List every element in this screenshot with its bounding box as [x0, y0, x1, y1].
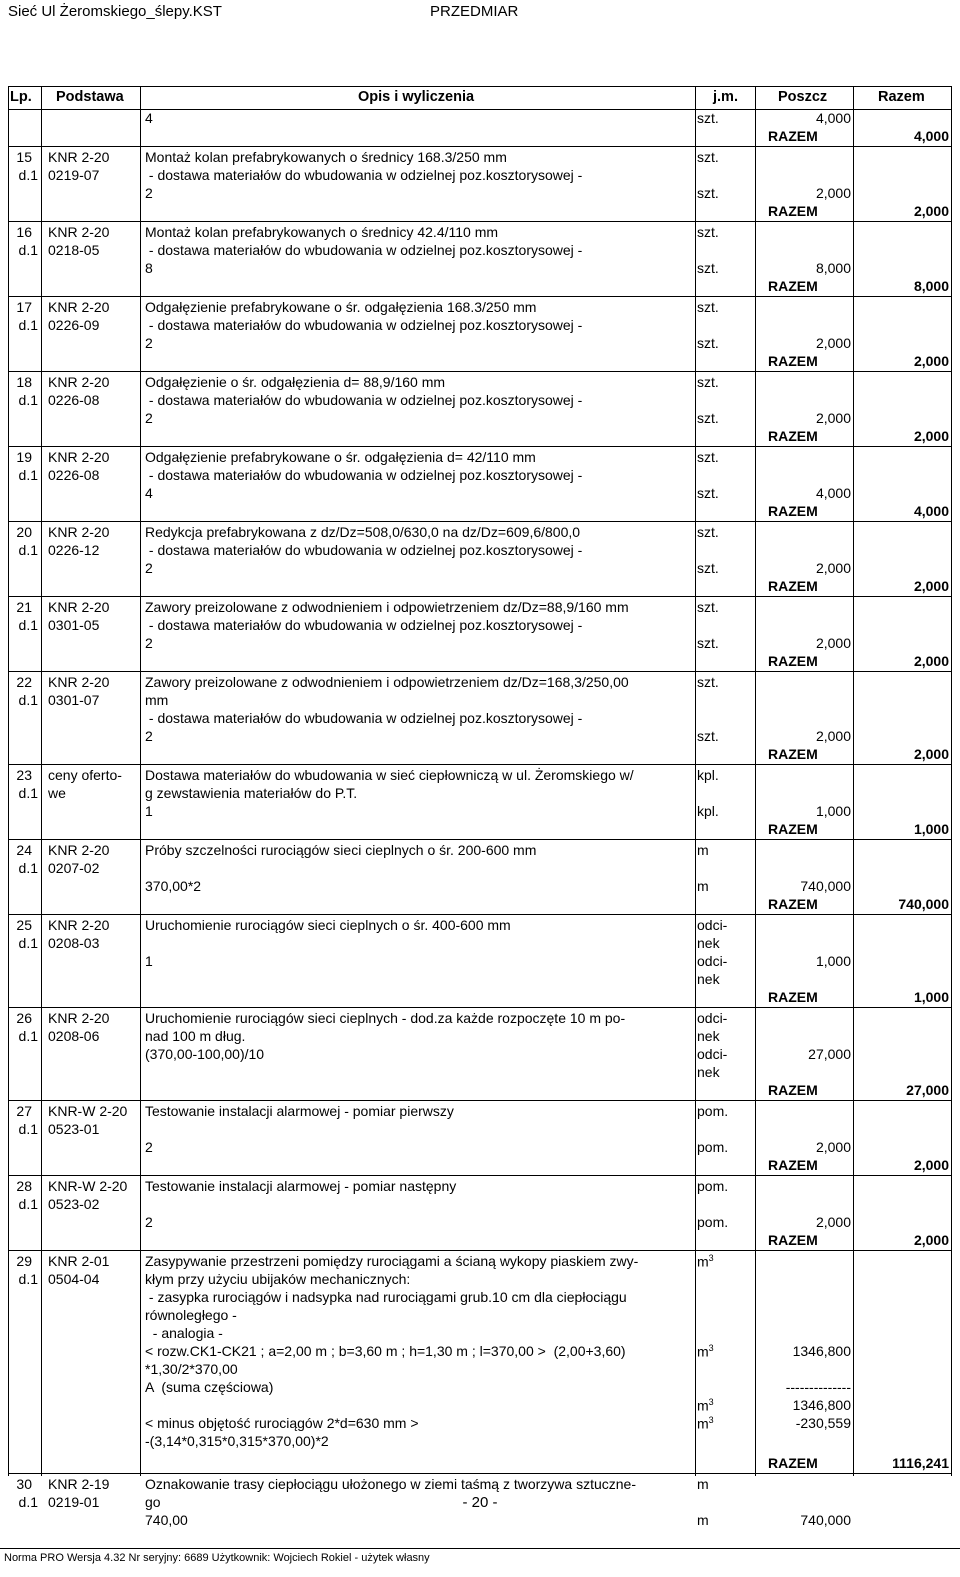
- item-lp: 16: [16, 224, 32, 240]
- calc-expr: -(3,14*0,315*0,315*370,00)*2: [145, 1433, 329, 1449]
- calc-expr: 370,00*2: [145, 878, 202, 894]
- poszcz-value: 4,000: [815, 485, 851, 501]
- poszcz-value: 2,000: [815, 1214, 851, 1230]
- item-podstawa: KNR 2-20: [48, 149, 110, 165]
- calc-expr: 1: [145, 953, 153, 969]
- col-line: [41, 86, 42, 1476]
- unit: szt.: [697, 149, 719, 165]
- unit: szt.: [697, 110, 719, 126]
- page-number: - 20 -: [462, 1494, 498, 1511]
- item-lp: 15: [16, 149, 32, 165]
- poszcz-value: 1346,800: [792, 1343, 851, 1359]
- col-razem: Razem: [878, 89, 925, 105]
- col-poszcz: Poszcz: [778, 89, 828, 105]
- poszcz-value: 2,000: [815, 560, 851, 576]
- item-podstawa-code: 0219-01: [48, 1494, 100, 1510]
- item-podstawa-code: 0207-02: [48, 860, 100, 876]
- razem-value: 740,000: [898, 896, 949, 912]
- calc-expr: 2: [145, 728, 153, 744]
- poszcz-value: 2,000: [815, 185, 851, 201]
- unit: m: [697, 1512, 709, 1528]
- item-description: Testowanie instalacji alarmowej - pomiar następny: [145, 1178, 457, 1194]
- razem-label: RAZEM: [768, 1232, 818, 1248]
- calc-expr: *1,30/2*370,00: [145, 1361, 238, 1377]
- row-divider: [8, 221, 951, 222]
- calc-expr: 2: [145, 335, 153, 351]
- item-description: Uruchomienie rurociągów sieci cieplnych - dod.za każde rozpoczęte 10 m po-: [145, 1010, 626, 1026]
- item-description: - dostawa materiałów do wbudowania w odzielnej poz.kosztorysowej -: [145, 392, 583, 408]
- unit: $m^3$: [697, 1397, 714, 1414]
- poszcz-value: 740,000: [800, 878, 851, 894]
- col-opis: Opis i wyliczenia: [358, 89, 475, 105]
- item-description: - dostawa materiałów do wbudowania w odzielnej poz.kosztorysowej -: [145, 242, 583, 258]
- poszcz-value: 1346,800: [792, 1397, 851, 1413]
- item-lp2: d.1: [18, 1028, 38, 1044]
- calc-expr: < minus objętość rurociągów 2*d=630 mm >: [145, 1415, 419, 1431]
- unit: szt.: [697, 560, 719, 576]
- razem-label: RAZEM: [768, 1455, 818, 1471]
- item-lp: 30: [16, 1476, 32, 1492]
- item-lp: 29: [16, 1253, 32, 1269]
- item-podstawa-code: 0523-01: [48, 1121, 100, 1137]
- item-podstawa-code: 0219-07: [48, 167, 100, 183]
- poszcz-value: 8,000: [815, 260, 851, 276]
- unit: m: [697, 878, 709, 894]
- item-description: Testowanie instalacji alarmowej - pomiar pierwszy: [145, 1103, 454, 1119]
- razem-value: 2,000: [913, 1157, 949, 1173]
- item-description: Zawory preizolowane z odwodnieniem i odpowietrzeniem dz/Dz=168,3/250,00: [145, 674, 629, 690]
- col-jm: j.m.: [713, 89, 738, 105]
- razem-value: 2,000: [913, 578, 949, 594]
- item-lp2: d.1: [18, 692, 38, 708]
- unit: m: [697, 842, 709, 858]
- row-divider: [8, 296, 951, 297]
- item-description: mm: [145, 692, 169, 708]
- unit: pom.: [697, 1214, 729, 1230]
- unit: m: [697, 1476, 709, 1492]
- row-divider: [8, 671, 951, 672]
- row-divider: [8, 1473, 951, 1474]
- razem-label: RAZEM: [768, 821, 818, 837]
- item-podstawa-code: 0226-08: [48, 467, 100, 483]
- razem-value: 2,000: [913, 353, 949, 369]
- item-podstawa: KNR 2-20: [48, 224, 110, 240]
- row-divider: [8, 521, 951, 522]
- item-podstawa: KNR 2-20: [48, 374, 110, 390]
- razem-label: RAZEM: [768, 1082, 818, 1098]
- poszcz-value: 4,000: [815, 110, 851, 126]
- item-description: Próby szczelności rurociągów sieci cieplnych o śr. 200-600 mm: [145, 842, 537, 858]
- row-divider: [8, 914, 951, 915]
- item-description: Odgałęzienie prefabrykowane o śr. odgałęzienia 168.3/250 mm: [145, 299, 537, 315]
- item-lp2: d.1: [18, 1196, 38, 1212]
- unit: odci-: [697, 1010, 728, 1026]
- unit: odci-: [697, 1046, 728, 1062]
- razem-value: 2,000: [913, 203, 949, 219]
- razem-label: RAZEM: [768, 278, 818, 294]
- razem-label: RAZEM: [768, 128, 818, 144]
- poszcz-value: 1,000: [815, 803, 851, 819]
- item-podstawa: KNR 2-20: [48, 299, 110, 315]
- calc-expr: 740,00: [145, 1512, 188, 1528]
- item-description: Odgałęzienie prefabrykowane o śr. odgałęzienia d= 42/110 mm: [145, 449, 536, 465]
- row-divider: [8, 764, 951, 765]
- footer-text: Norma PRO Wersja 4.32 Nr seryjny: 6689 Użytkownik: Wojciech Rokiel - użytek własny: [4, 1552, 430, 1564]
- unit: szt.: [697, 185, 719, 201]
- unit: szt.: [697, 374, 719, 390]
- item-lp2: d.1: [18, 542, 38, 558]
- unit: pom.: [697, 1178, 729, 1194]
- item-lp: 17: [16, 299, 32, 315]
- doc-title: PRZEDMIAR: [430, 3, 519, 20]
- przedmiar-table: [8, 86, 951, 1528]
- unit: $m^3$: [697, 1343, 714, 1360]
- unit: szt.: [697, 599, 719, 615]
- item-lp: 22: [16, 674, 32, 690]
- calc-expr: 2: [145, 1214, 153, 1230]
- item-podstawa-code: 0218-05: [48, 242, 100, 258]
- unit: nek: [697, 935, 720, 951]
- item-lp2: d.1: [18, 1121, 38, 1137]
- item-podstawa-code: 0226-08: [48, 392, 100, 408]
- item-lp: 18: [16, 374, 32, 390]
- row-divider: [8, 1100, 951, 1101]
- row-divider: [8, 1250, 951, 1251]
- item-lp: 19: [16, 449, 32, 465]
- unit: szt.: [697, 635, 719, 651]
- row-divider: [8, 839, 951, 840]
- file-name: Sieć Ul Żeromskiego_ślepy.KST: [8, 3, 222, 20]
- unit: nek: [697, 1028, 720, 1044]
- item-lp2: d.1: [18, 1271, 38, 1287]
- item-description: Odgałęzienie o śr. odgałęzienia d= 88,9/160 mm: [145, 374, 446, 390]
- item-lp2: d.1: [18, 467, 38, 483]
- razem-value: 8,000: [913, 278, 949, 294]
- item-description: - dostawa materiałów do wbudowania w odzielnej poz.kosztorysowej -: [145, 317, 583, 333]
- col-line: [853, 86, 854, 1476]
- item-description: Oznakowanie trasy ciepłociągu ułożonego w ziemi taśmą z tworzywa sztuczne-: [145, 1476, 636, 1492]
- unit: odci-: [697, 953, 728, 969]
- item-description: Uruchomienie rurociągów sieci cieplnych o śr. 400-600 mm: [145, 917, 511, 933]
- unit: szt.: [697, 524, 719, 540]
- razem-label: RAZEM: [768, 353, 818, 369]
- razem-label: RAZEM: [768, 989, 818, 1005]
- item-podstawa: ceny oferto-: [48, 767, 122, 783]
- razem-value: 2,000: [913, 746, 949, 762]
- unit: szt.: [697, 449, 719, 465]
- item-description: Montaż kolan prefabrykowanych o średnicy 42.4/110 mm: [145, 224, 499, 240]
- item-description: Zasypywanie przestrzeni pomiędzy rurociągami a ścianą wykopy piaskiem zwy-: [145, 1253, 639, 1269]
- item-lp2: d.1: [18, 242, 38, 258]
- unit: szt.: [697, 410, 719, 426]
- razem-value: 2,000: [913, 428, 949, 444]
- unit: szt.: [697, 260, 719, 276]
- row-divider: [8, 596, 951, 597]
- unit: kpl.: [697, 803, 719, 819]
- item-podstawa-code: 0301-07: [48, 692, 100, 708]
- calc-expr: 2: [145, 410, 153, 426]
- poszcz-value: 2,000: [815, 335, 851, 351]
- unit: nek: [697, 1064, 720, 1080]
- item-description: Zawory preizolowane z odwodnieniem i odpowietrzeniem dz/Dz=88,9/160 mm: [145, 599, 629, 615]
- item-lp2: d.1: [18, 317, 38, 333]
- item-podstawa: KNR-W 2-20: [48, 1103, 128, 1119]
- item-description: - dostawa materiałów do wbudowania w odzielnej poz.kosztorysowej -: [145, 617, 583, 633]
- razem-value: 2,000: [913, 653, 949, 669]
- razem-value: 1,000: [913, 821, 949, 837]
- item-description: - dostawa materiałów do wbudowania w odzielnej poz.kosztorysowej -: [145, 467, 583, 483]
- row-divider: [8, 371, 951, 372]
- item-description: Montaż kolan prefabrykowanych o średnicy 168.3/250 mm: [145, 149, 507, 165]
- unit: kpl.: [697, 767, 719, 783]
- item-lp: 24: [16, 842, 32, 858]
- razem-value: 2,000: [913, 1232, 949, 1248]
- unit: szt.: [697, 224, 719, 240]
- razem-label: RAZEM: [768, 203, 818, 219]
- item-podstawa-code: 0301-05: [48, 617, 100, 633]
- row-divider: [8, 1175, 951, 1176]
- item-description: - dostawa materiałów do wbudowania w odzielnej poz.kosztorysowej -: [145, 710, 583, 726]
- item-description: Dostawa materiałów do wbudowania w sieć ciepłowniczą w ul. Żeromskiego w/: [145, 767, 634, 783]
- calc-expr: 4: [145, 110, 153, 126]
- unit: szt.: [697, 299, 719, 315]
- col-line: [140, 86, 141, 1476]
- unit: $m^3$: [697, 1253, 714, 1270]
- razem-label: RAZEM: [768, 578, 818, 594]
- item-lp: 27: [16, 1103, 32, 1119]
- unit: nek: [697, 971, 720, 987]
- calc-expr: < rozw.CK1-CK21 ; a=2,00 m ; b=3,60 m ; h=1,30 m ; l=370,00 > (2,00+3,60): [145, 1343, 626, 1359]
- razem-value: 1,000: [913, 989, 949, 1005]
- item-podstawa: KNR-W 2-20: [48, 1178, 128, 1194]
- item-description: - analogia -: [145, 1325, 223, 1341]
- item-podstawa-code: 0208-06: [48, 1028, 100, 1044]
- item-description: - dostawa materiałów do wbudowania w odzielnej poz.kosztorysowej -: [145, 167, 583, 183]
- item-description: go: [145, 1494, 161, 1510]
- item-description: g zewstawienia materiałów do P.T.: [145, 785, 358, 801]
- calc-expr: 2: [145, 1139, 153, 1155]
- item-podstawa: KNR 2-20: [48, 524, 110, 540]
- unit: szt.: [697, 335, 719, 351]
- item-lp2: d.1: [18, 392, 38, 408]
- item-lp2: d.1: [18, 617, 38, 633]
- razem-value: 27,000: [906, 1082, 949, 1098]
- poszcz-value: 27,000: [808, 1046, 851, 1062]
- item-lp: 28: [16, 1178, 32, 1194]
- razem-value: 1116,241: [892, 1455, 949, 1471]
- poszcz-value: 740,000: [800, 1512, 851, 1528]
- item-podstawa-code: 0504-04: [48, 1271, 100, 1287]
- item-lp2: d.1: [18, 1494, 38, 1510]
- item-podstawa-code: 0523-02: [48, 1196, 100, 1212]
- calc-expr: 4: [145, 485, 153, 501]
- unit: pom.: [697, 1139, 729, 1155]
- col-line: [755, 86, 756, 1476]
- calc-expr: 2: [145, 560, 153, 576]
- poszcz-value: -230,559: [795, 1415, 851, 1431]
- row-divider: [8, 146, 951, 147]
- item-podstawa: KNR 2-20: [48, 917, 110, 933]
- col-line: [695, 86, 696, 1476]
- dashes: --------------: [785, 1379, 851, 1395]
- razem-label: RAZEM: [768, 746, 818, 762]
- razem-label: RAZEM: [768, 653, 818, 669]
- unit: $m^3$: [697, 1415, 714, 1432]
- item-lp: 20: [16, 524, 32, 540]
- poszcz-value: 2,000: [815, 1139, 851, 1155]
- item-podstawa: KNR 2-20: [48, 599, 110, 615]
- item-lp: 23: [16, 767, 32, 783]
- item-description: - zasypka rurociągów i nadsypka nad rurociągami grub.10 cm dla ciepłociągu: [145, 1289, 627, 1305]
- calc-expr: 8: [145, 260, 153, 276]
- razem-label: RAZEM: [768, 1157, 818, 1173]
- unit: szt.: [697, 674, 719, 690]
- partial-sum-label: A (suma częściowa): [145, 1379, 274, 1395]
- razem-value: 4,000: [913, 503, 949, 519]
- item-podstawa: KNR 2-01: [48, 1253, 110, 1269]
- unit: szt.: [697, 485, 719, 501]
- unit: szt.: [697, 728, 719, 744]
- razem-value: 4,000: [913, 128, 949, 144]
- item-podstawa: KNR 2-20: [48, 674, 110, 690]
- razem-label: RAZEM: [768, 896, 818, 912]
- item-podstawa-code: 0208-03: [48, 935, 100, 951]
- item-lp2: d.1: [18, 935, 38, 951]
- item-podstawa: KNR 2-20: [48, 842, 110, 858]
- row-divider: [8, 446, 951, 447]
- col-podstawa: Podstawa: [56, 89, 124, 105]
- poszcz-value: 1,000: [815, 953, 851, 969]
- item-podstawa: KNR 2-20: [48, 1010, 110, 1026]
- unit: odci-: [697, 917, 728, 933]
- footer: [0, 1548, 960, 1564]
- col-line: [8, 86, 9, 1476]
- item-lp2: d.1: [18, 860, 38, 876]
- item-lp: 25: [16, 917, 32, 933]
- item-description: - dostawa materiałów do wbudowania w odzielnej poz.kosztorysowej -: [145, 542, 583, 558]
- razem-label: RAZEM: [768, 428, 818, 444]
- item-description: równoległego -: [145, 1307, 237, 1323]
- item-podstawa-code: 0226-09: [48, 317, 100, 333]
- razem-label: RAZEM: [768, 503, 818, 519]
- calc-expr: (370,00-100,00)/10: [145, 1046, 265, 1062]
- item-description: nad 100 m dług.: [145, 1028, 246, 1044]
- item-lp2: d.1: [18, 167, 38, 183]
- item-lp: 21: [16, 599, 32, 615]
- item-description: kłym przy użyciu ubijaków mechanicznych:: [145, 1271, 411, 1287]
- item-description: Redykcja prefabrykowana z dz/Dz=508,0/630,0 na dz/Dz=609,6/800,0: [145, 524, 581, 540]
- unit: pom.: [697, 1103, 729, 1119]
- row-divider: [8, 1007, 951, 1008]
- poszcz-value: 2,000: [815, 410, 851, 426]
- item-lp: 26: [16, 1010, 32, 1026]
- item-podstawa-code: 0226-12: [48, 542, 100, 558]
- item-podstawa-code: we: [48, 785, 66, 801]
- item-podstawa: KNR 2-19: [48, 1476, 110, 1492]
- col-lp: Lp.: [10, 89, 32, 105]
- item-podstawa: KNR 2-20: [48, 449, 110, 465]
- poszcz-value: 2,000: [815, 635, 851, 651]
- calc-expr: 1: [145, 803, 153, 819]
- table-header: [8, 86, 951, 110]
- calc-expr: 2: [145, 185, 153, 201]
- col-line: [951, 86, 952, 1476]
- poszcz-value: 2,000: [815, 728, 851, 744]
- item-lp2: d.1: [18, 785, 38, 801]
- calc-expr: 2: [145, 635, 153, 651]
